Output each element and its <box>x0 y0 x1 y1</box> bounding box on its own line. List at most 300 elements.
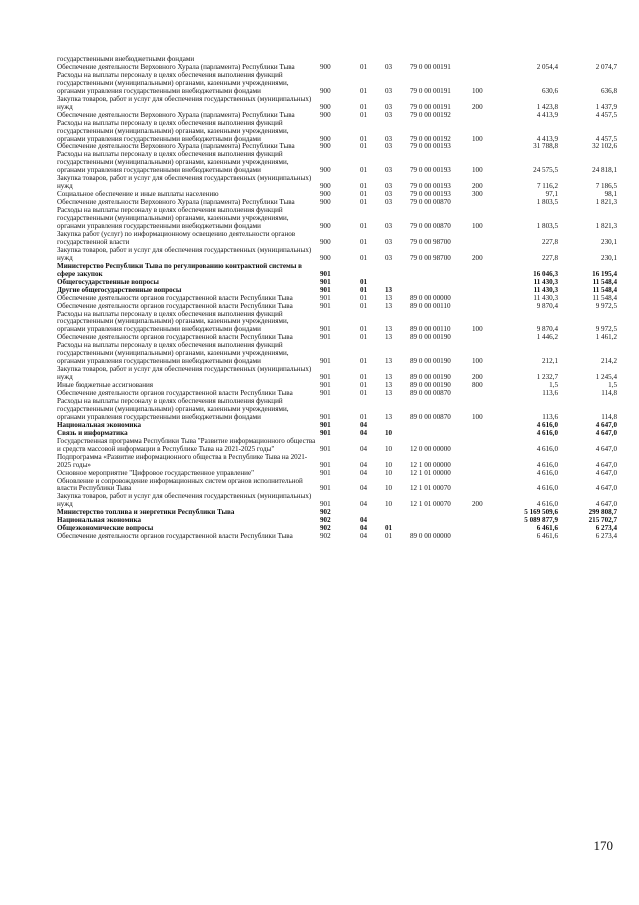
row-subsection-code: 03 <box>385 166 393 175</box>
row-subsection-code: 13 <box>385 325 393 334</box>
row-target-article-code: 89 0 00 00190 <box>410 373 451 382</box>
row-department-code: 901 <box>320 412 331 421</box>
row-description: Обновление и сопровождение информационных систем органов исполнительной власти Республики Тыва <box>57 476 303 493</box>
row-target-article-code: 89 0 00 00000 <box>410 532 451 541</box>
row-target-article-code: 12 1 01 00000 <box>410 468 451 477</box>
row-description: Закупка работ (услуг) по информационному освещению деятельности органов государственной власти <box>57 229 296 246</box>
row-amount-year-2: 1 461,2 <box>595 333 617 342</box>
row-amount-year-1: 4 413,9 <box>536 134 558 143</box>
row-amount-year-2: 4 647,0 <box>595 444 617 453</box>
row-department-code: 902 <box>320 516 331 525</box>
row-amount-year-1: 1 803,5 <box>536 222 558 231</box>
row-amount-year-1: 16 046,3 <box>533 269 558 278</box>
row-target-article-code: 89 0 00 00870 <box>410 412 451 421</box>
row-amount-year-2: 24 818,1 <box>592 166 617 175</box>
row-target-article-code <box>410 279 472 287</box>
row-department-code: 900 <box>320 166 331 175</box>
row-description: Закупка товаров, работ и услуг для обеспечения государственных (муниципальных) нужд <box>57 365 312 382</box>
row-description: Закупка товаров, работ и услуг для обеспечения государственных (муниципальных) нужд <box>57 174 312 191</box>
row-expense-type-code: 100 <box>472 134 483 143</box>
row-amount-year-2: 1 821,3 <box>595 198 617 207</box>
row-section-code: 01 <box>360 62 368 71</box>
row-target-article-code: 79 0 00 00192 <box>410 134 451 143</box>
row-description: Связь и информатика <box>57 428 128 437</box>
row-amount-year-1: 113,6 <box>542 389 558 398</box>
row-expense-type-code <box>472 199 502 207</box>
row-department-code: 900 <box>320 190 331 199</box>
row-amount-year-1: 4 616,0 <box>536 428 558 437</box>
row-description: Обеспечение деятельности Верховного Хурала (парламента) Республики Тыва <box>57 198 295 207</box>
row-expense-type-code <box>472 303 502 311</box>
row-target-article-code: 79 0 00 98700 <box>410 253 451 262</box>
row-expense-type-code <box>472 143 502 151</box>
row-subsection-code: 03 <box>385 253 393 262</box>
row-subsection-code: 10 <box>385 468 393 477</box>
row-target-article-code: 12 1 01 00070 <box>410 484 451 493</box>
row-amount-year-1: 4 616,0 <box>536 460 558 469</box>
row-target-article-code: 12 0 00 00000 <box>410 444 451 453</box>
table-row <box>57 151 617 175</box>
row-target-article-code: 89 0 00 00110 <box>410 325 451 334</box>
row-amount-year-1: 113,6 <box>542 412 558 421</box>
row-amount-year-2: 1 821,3 <box>595 222 617 231</box>
row-expense-type-code: 100 <box>472 86 483 95</box>
table-row <box>57 533 617 541</box>
row-expense-type-code <box>472 422 502 430</box>
row-section-code: 01 <box>360 86 368 95</box>
row-department-code: 901 <box>320 373 331 382</box>
table-row <box>57 454 617 470</box>
row-description: Обеспечение деятельности органов государственной власти Республики Тыва <box>57 293 293 302</box>
table-row <box>57 311 617 335</box>
row-amount-year-1: 5 169 509,6 <box>524 508 558 517</box>
row-amount-year-2: 299 808,7 <box>588 508 617 517</box>
row-subsection-code: 13 <box>385 285 393 294</box>
row-amount-year-2: 4 647,0 <box>595 484 617 493</box>
row-target-article-code: 12 1 01 00070 <box>410 500 451 509</box>
row-section-code: 01 <box>360 198 368 207</box>
row-subsection-code: 13 <box>385 412 393 421</box>
row-section-code: 04 <box>360 444 368 453</box>
row-description: Обеспечение деятельности органов государственной власти Республики Тыва <box>57 301 293 310</box>
row-expense-type-code <box>472 263 502 279</box>
row-amount-year-1: 1 803,5 <box>536 198 558 207</box>
row-subsection-code: 03 <box>385 237 393 246</box>
row-subsection-code: 10 <box>385 428 393 437</box>
row-target-article-code: 79 0 00 00870 <box>410 198 451 207</box>
row-subsection-code <box>385 263 410 279</box>
table-row <box>57 120 617 144</box>
row-department-code: 900 <box>320 62 331 71</box>
row-section-code: 04 <box>360 428 368 437</box>
row-expense-type-code: 200 <box>472 102 483 111</box>
row-subsection-code: 10 <box>385 484 393 493</box>
row-target-article-code: 79 0 00 00191 <box>410 86 451 95</box>
row-subsection-code: 03 <box>385 142 393 151</box>
table-row <box>57 342 617 366</box>
row-department-code: 900 <box>320 222 331 231</box>
row-description: Закупка товаров, работ и услуг для обеспечения государственных (муниципальных) нужд <box>57 492 312 509</box>
row-amount-year-2: 9 972,5 <box>595 325 617 334</box>
row-target-article-code: 79 0 00 00193 <box>410 142 451 151</box>
row-expense-type-code <box>472 525 502 533</box>
row-subsection-code: 03 <box>385 198 393 207</box>
row-expense-type-code: 100 <box>472 222 483 231</box>
row-amount-year-2: 1 245,4 <box>595 373 617 382</box>
row-subsection-code: 03 <box>385 86 393 95</box>
row-subsection-code: 03 <box>385 222 393 231</box>
row-target-article-code: 79 0 00 00193 <box>410 190 451 199</box>
row-amount-year-2: 2 074,7 <box>595 62 617 71</box>
row-amount-year-1: 4 616,0 <box>536 500 558 509</box>
row-department-code: 900 <box>320 86 331 95</box>
row-section-code: 01 <box>360 142 368 151</box>
budget-table <box>57 56 617 541</box>
row-section-code: 01 <box>360 166 368 175</box>
row-amount-year-1: 630,6 <box>542 86 558 95</box>
row-amount-year-2: 230,1 <box>601 237 617 246</box>
row-amount-year-2: 32 102,6 <box>592 142 617 151</box>
row-subsection-code <box>385 509 410 517</box>
row-amount-year-1: 1 232,7 <box>536 373 558 382</box>
row-amount-year-2: 4 647,0 <box>595 468 617 477</box>
row-department-code: 901 <box>320 381 331 390</box>
row-section-code: 04 <box>360 532 368 541</box>
row-amount-year-1: 11 430,3 <box>533 293 558 302</box>
row-target-article-code: 79 0 00 98700 <box>410 237 451 246</box>
row-description: Обеспечение деятельности Верховного Хурала (парламента) Республики Тыва <box>57 142 295 151</box>
row-expense-type-code <box>472 231 502 247</box>
row-amount-year-2: 7 186,5 <box>595 182 617 191</box>
row-target-article-code: 89 0 00 00190 <box>410 357 451 366</box>
row-subsection-code: 03 <box>385 62 393 71</box>
row-amount-year-1: 11 430,3 <box>533 277 558 286</box>
row-amount-year-1: 24 575,5 <box>533 166 558 175</box>
row-description: Государственная программа Республики Тыва "Развитие информационного общества и средств массовой информации в Республике Тыва на 2021-2025 годы" <box>57 436 316 453</box>
row-amount-year-2: 4 457,5 <box>595 134 617 143</box>
table-row <box>57 231 617 247</box>
row-expense-type-code: 200 <box>472 373 483 382</box>
row-department-code: 901 <box>320 277 331 286</box>
row-department-code: 902 <box>320 508 331 517</box>
row-description: Подпрограмма «Развитие информационного общества в Республике Тыва на 2021-2025 годы» <box>57 452 308 469</box>
row-amount-year-1: 7 116,2 <box>536 182 558 191</box>
row-target-article-code: 79 0 00 00193 <box>410 166 451 175</box>
row-section-code: 04 <box>360 500 368 509</box>
row-amount-year-2: 4 647,0 <box>595 428 617 437</box>
row-amount-year-1: 6 461,6 <box>536 532 558 541</box>
row-expense-type-code <box>472 454 502 470</box>
row-expense-type-code <box>472 56 502 64</box>
row-subsection-code: 13 <box>385 301 393 310</box>
row-subsection-code: 13 <box>385 381 393 390</box>
row-department-code: 900 <box>320 134 331 143</box>
row-description: Обеспечение деятельности органов государственной власти Республики Тыва <box>57 333 293 342</box>
row-department-code: 900 <box>320 102 331 111</box>
row-department-code: 901 <box>320 468 331 477</box>
row-target-article-code: 79 0 00 00870 <box>410 222 451 231</box>
row-expense-type-code <box>472 64 502 72</box>
row-expense-type-code: 200 <box>472 500 483 509</box>
row-amount-year-1: 6 461,6 <box>536 524 558 533</box>
row-target-article-code <box>410 263 472 279</box>
row-expense-type-code: 300 <box>472 190 483 199</box>
row-description: Расходы на выплаты персоналу в целях обеспечения выполнения функций государственными (муниципальными) органами, казенными учреждениями, органами управления государственными внебюджетными фондами <box>57 341 289 366</box>
row-expense-type-code <box>472 478 502 494</box>
row-section-code: 01 <box>360 301 368 310</box>
row-amount-year-1: 2 054,4 <box>536 62 558 71</box>
row-department-code: 902 <box>320 524 331 533</box>
row-description: Иные бюджетные ассигнования <box>57 381 154 390</box>
row-amount-year-2: 215 702,7 <box>588 516 617 525</box>
row-department-code: 901 <box>320 285 331 294</box>
row-amount-year-2: 214,2 <box>601 357 617 366</box>
row-expense-type-code <box>472 334 502 342</box>
row-subsection-code: 01 <box>385 524 393 533</box>
row-subsection-code: 13 <box>385 333 393 342</box>
table-row <box>57 207 617 231</box>
row-amount-year-1: 4 616,0 <box>536 468 558 477</box>
row-expense-type-code: 100 <box>472 166 483 175</box>
row-description: государственными внебюджетными фондами <box>57 55 195 63</box>
row-amount-year-1: 4 413,9 <box>536 110 558 119</box>
row-target-article-code: 89 0 00 00870 <box>410 389 451 398</box>
row-subsection-code: 10 <box>385 444 393 453</box>
row-target-article-code: 12 1 00 00000 <box>410 460 451 469</box>
row-description: Обеспечение деятельности органов государственной власти Республики Тыва <box>57 532 293 541</box>
row-department-code: 901 <box>320 357 331 366</box>
row-section-code: 01 <box>360 373 368 382</box>
table-row <box>57 398 617 422</box>
row-expense-type-code <box>472 279 502 287</box>
row-description: Социальное обеспечение и иные выплаты населению <box>57 190 219 199</box>
row-description: Закупка товаров, работ и услуг для обеспечения государственных (муниципальных) нужд <box>57 94 312 111</box>
row-amount-year-1: 4 616,0 <box>536 484 558 493</box>
row-section-code: 04 <box>360 516 368 525</box>
row-department-code: 901 <box>320 444 331 453</box>
row-description: Министерство Республики Тыва по регулированию контрактной системы в сфере закупок <box>57 261 303 278</box>
table-row <box>57 247 617 263</box>
row-expense-type-code: 100 <box>472 325 483 334</box>
table-row <box>57 493 617 509</box>
row-section-code: 04 <box>360 524 368 533</box>
row-subsection-code: 03 <box>385 110 393 119</box>
row-subsection-code: 03 <box>385 134 393 143</box>
row-expense-type-code <box>472 287 502 295</box>
row-section-code: 04 <box>360 468 368 477</box>
row-description: Общеэкономические вопросы <box>57 524 154 533</box>
table-row <box>57 72 617 96</box>
row-subsection-code: 03 <box>385 102 393 111</box>
row-section-code: 01 <box>360 285 368 294</box>
row-department-code: 901 <box>320 389 331 398</box>
row-department-code: 901 <box>320 428 331 437</box>
row-expense-type-code: 200 <box>472 182 483 191</box>
row-subsection-code: 13 <box>385 373 393 382</box>
row-amount-year-1: 97,1 <box>545 190 558 199</box>
row-description: Обеспечение деятельности органов государственной власти Республики Тыва <box>57 389 293 398</box>
row-amount-year-1: 31 788,8 <box>533 142 558 151</box>
row-section-code: 01 <box>360 325 368 334</box>
row-amount-year-1: 227,8 <box>542 237 558 246</box>
row-expense-type-code <box>472 533 502 541</box>
row-target-article-code <box>410 517 472 525</box>
row-amount-year-1: 11 430,3 <box>533 285 558 294</box>
row-target-article-code <box>410 430 472 438</box>
table-row <box>57 478 617 494</box>
row-subsection-code: 03 <box>385 190 393 199</box>
row-section-code: 01 <box>360 182 368 191</box>
row-expense-type-code: 200 <box>472 253 483 262</box>
row-target-article-code: 79 0 00 00192 <box>410 110 451 119</box>
row-target-article-code: 79 0 00 00193 <box>410 182 451 191</box>
row-description: Обеспечение деятельности Верховного Хурала (парламента) Республики Тыва <box>57 110 295 119</box>
row-amount-year-2: 6 273,4 <box>595 524 617 533</box>
row-section-code: 01 <box>360 222 368 231</box>
row-amount-year-2: 114,8 <box>601 412 617 421</box>
row-amount-year-2: 9 972,5 <box>595 301 617 310</box>
row-description: Расходы на выплаты персоналу в целях обеспечения выполнения функций государственными (муниципальными) органами, казенными учреждениями, органами управления государственными внебюджетными фондами <box>57 70 289 95</box>
row-target-article-code <box>410 509 472 517</box>
row-expense-type-code: 100 <box>472 412 483 421</box>
row-subsection-code: 13 <box>385 293 393 302</box>
row-department-code: 900 <box>320 198 331 207</box>
row-section-code: 01 <box>360 237 368 246</box>
row-amount-year-2: 1,5 <box>608 381 617 390</box>
row-expense-type-code: 100 <box>472 357 483 366</box>
row-amount-year-2: 11 548,4 <box>592 277 617 286</box>
row-amount-year-1: 1 446,2 <box>536 333 558 342</box>
row-amount-year-2: 11 548,4 <box>592 293 617 302</box>
row-description: Национальная экономика <box>57 516 142 525</box>
row-amount-year-1: 227,8 <box>542 253 558 262</box>
row-section-code: 01 <box>360 333 368 342</box>
row-amount-year-1: 4 616,0 <box>536 444 558 453</box>
row-section-code: 01 <box>360 110 368 119</box>
row-description: Общегосударственные вопросы <box>57 277 159 286</box>
row-department-code: 901 <box>320 301 331 310</box>
table-row <box>57 366 617 382</box>
row-target-article-code: 89 0 00 00190 <box>410 381 451 390</box>
row-department-code: 901 <box>320 420 331 429</box>
row-section-code: 01 <box>360 102 368 111</box>
row-department-code: 902 <box>320 532 331 541</box>
row-amount-year-1: 4 616,0 <box>536 420 558 429</box>
row-section-code: 01 <box>360 357 368 366</box>
row-department-code: 901 <box>320 460 331 469</box>
row-department-code: 901 <box>320 500 331 509</box>
row-amount-year-2: 230,1 <box>601 253 617 262</box>
row-subsection-code: 13 <box>385 357 393 366</box>
row-amount-year-2: 4 457,5 <box>595 110 617 119</box>
row-expense-type-code <box>472 295 502 303</box>
row-expense-type-code <box>472 390 502 398</box>
row-section-code: 01 <box>360 190 368 199</box>
row-subsection-code: 10 <box>385 500 393 509</box>
row-section-code: 01 <box>360 412 368 421</box>
row-amount-year-2: 4 647,0 <box>595 460 617 469</box>
row-description: Министерство топлива и энергетики Республики Тыва <box>57 508 235 517</box>
row-description: Расходы на выплаты персоналу в целях обеспечения выполнения функций государственными (муниципальными) органами, казенными учреждениями, органами управления государственными внебюджетными фондами <box>57 396 289 421</box>
table-row <box>57 175 617 191</box>
row-department-code: 900 <box>320 237 331 246</box>
budget-table-body <box>57 56 617 541</box>
row-section-code: 04 <box>360 484 368 493</box>
row-expense-type-code <box>472 112 502 120</box>
row-description: Расходы на выплаты персоналу в целях обеспечения выполнения функций государственными (муниципальными) органами, казенными учреждениями, органами управления государственными внебюджетными фондами <box>57 309 289 334</box>
row-section-code: 01 <box>360 253 368 262</box>
row-description: Закупка товаров, работ и услуг для обеспечения государственных (муниципальных) нужд <box>57 245 312 262</box>
row-subsection-code: 10 <box>385 460 393 469</box>
row-target-article-code: 79 0 00 00191 <box>410 62 451 71</box>
row-description: Другие общегосударственные вопросы <box>57 285 182 294</box>
row-section-code: 01 <box>360 389 368 398</box>
table-row <box>57 422 617 430</box>
row-expense-type-code <box>472 509 502 517</box>
row-department-code: 901 <box>320 484 331 493</box>
row-amount-year-2: 636,8 <box>601 86 617 95</box>
row-target-article-code: 89 0 00 00110 <box>410 301 451 310</box>
row-amount-year-1: 212,1 <box>542 357 558 366</box>
row-section-code: 04 <box>360 460 368 469</box>
row-expense-type-code: 800 <box>472 381 483 390</box>
row-department-code: 901 <box>320 325 331 334</box>
row-subsection-code: 01 <box>385 532 393 541</box>
row-amount-year-1: 1 423,8 <box>536 102 558 111</box>
row-amount-year-1: 1,5 <box>549 381 558 390</box>
row-section-code: 01 <box>360 277 368 286</box>
page-number: 170 <box>593 838 613 853</box>
row-amount-year-2: 1 437,9 <box>595 102 617 111</box>
row-amount-year-2: 6 273,4 <box>595 532 617 541</box>
row-description: Расходы на выплаты персоналу в целях обеспечения выполнения функций государственными (муниципальными) органами, казенными учреждениями, органами управления государственными внебюджетными фондами <box>57 150 289 175</box>
row-description: Расходы на выплаты персоналу в целях обеспечения выполнения функций государственными (муниципальными) органами, казенными учреждениями, органами управления государственными внебюджетными фондами <box>57 206 289 231</box>
row-department-code: 900 <box>320 110 331 119</box>
row-amount-year-1: 5 089 877,9 <box>524 516 558 525</box>
row-expense-type-code <box>472 430 502 438</box>
row-department-code: 901 <box>320 293 331 302</box>
row-subsection-code: 03 <box>385 182 393 191</box>
row-expense-type-code <box>472 438 502 454</box>
row-amount-year-2: 16 195,4 <box>592 269 617 278</box>
row-section-code: 01 <box>360 293 368 302</box>
row-target-article-code <box>410 422 472 430</box>
row-department-code: 901 <box>320 269 331 278</box>
row-description: Национальная экономика <box>57 420 142 429</box>
table-row <box>57 263 617 279</box>
row-amount-year-1: 9 870,4 <box>536 325 558 334</box>
row-section-code: 04 <box>360 420 368 429</box>
row-expense-type-code <box>472 470 502 478</box>
row-amount-year-2: 114,8 <box>601 389 617 398</box>
row-department-code: 901 <box>320 333 331 342</box>
row-description: Обеспечение деятельности Верховного Хурала (парламента) Республики Тыва <box>57 62 295 71</box>
row-amount-year-2: 4 647,0 <box>595 500 617 509</box>
row-amount-year-1: 9 870,4 <box>536 301 558 310</box>
row-section-code: 01 <box>360 381 368 390</box>
row-section-code: 01 <box>360 134 368 143</box>
row-department-code: 900 <box>320 142 331 151</box>
row-amount-year-2: 4 647,0 <box>595 420 617 429</box>
table-row <box>57 438 617 454</box>
row-amount-year-2: 98,1 <box>604 190 617 199</box>
table-row <box>57 96 617 112</box>
row-target-article-code: 79 0 00 00191 <box>410 102 451 111</box>
row-department-code: 900 <box>320 182 331 191</box>
row-expense-type-code <box>472 517 502 525</box>
row-description: Расходы на выплаты персоналу в целях обеспечения выполнения функций государственными (муниципальными) органами, казенными учреждениями, органами управления государственными внебюджетными фондами <box>57 118 289 143</box>
row-target-article-code: 89 0 00 00000 <box>410 293 451 302</box>
